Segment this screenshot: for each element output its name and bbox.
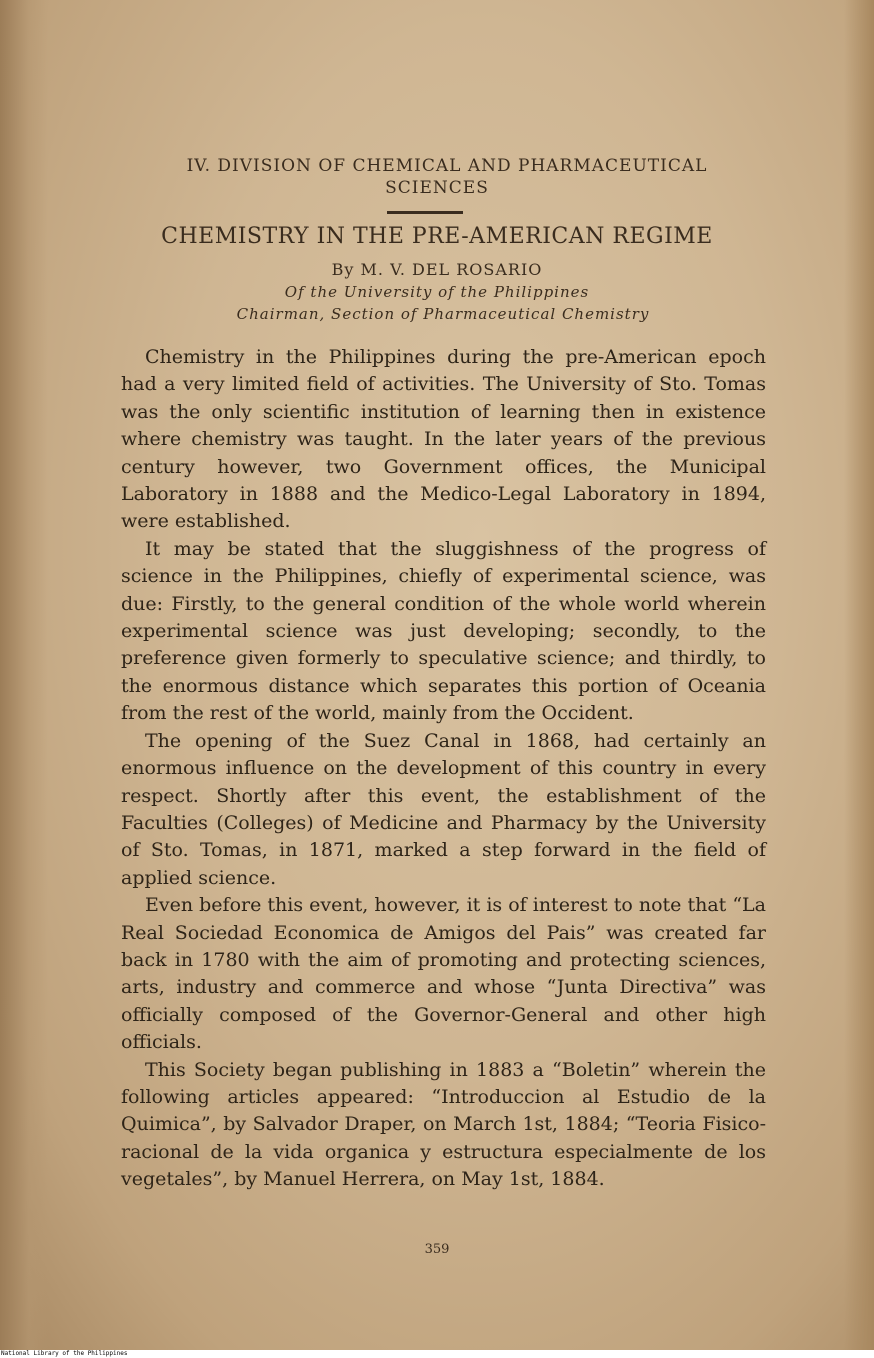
article-body	[121, 344, 766, 1194]
paragraph: This Society began publishing in 1883 a “Boletin” wherein the following articles appeared: “Introduccion al Estudio de la Quimica”, by Salvador Draper, on March 1st, 1884; “Teoria Fisico-racional de la vida organica y estructura especialmente de los vegetales”, by Manuel Herrera, on May 1st, 1884.	[121, 1058, 766, 1191]
author-position: Chairman, Section of Pharmaceutical Chemistry	[236, 305, 650, 323]
author-affiliation: Of the University of the Philippines	[284, 283, 590, 301]
author-byline: By M. V. DEL ROSARIO	[331, 260, 543, 279]
division-heading: IV. DIVISION OF CHEMICAL AND PHARMACEUTICAL	[186, 156, 708, 176]
division-heading-continued: SCIENCES	[385, 178, 489, 198]
paragraph: The opening of the Suez Canal in 1868, had certainly an enormous influence on the development of this country in every respect. Shortly after this event, the establishment of the Faculties (Colleges) of Medicine and Pharmacy by the University of Sto. Tomas, in 1871, marked a step forward in the field of applied science.	[121, 729, 766, 889]
library-credit: National Library of the Philippines	[1, 1350, 128, 1357]
article-title: CHEMISTRY IN THE PRE-AMERICAN REGIME	[161, 224, 713, 249]
paragraph: It may be stated that the sluggishness of the progress of science in the Philippines, chiefly of experimental science, was due: Firstly, to the general condition of the whole world wherein experimental science was just developing; secondly, to the preference given formerly to speculative science; and thirdly, to the enormous distance which separates this portion of Oceania from the rest of the world, mainly from the Occident.	[121, 537, 766, 725]
paragraph: Even before this event, however, it is of interest to note that “La Real Sociedad Economica de Amigos del Pais” was created far back in 1780 with the aim of promoting and protecting sciences, arts, industry and commerce and whose “Junta Directiva” was officially composed of the Governor-General and other high officials.	[121, 894, 766, 1054]
paragraph: Chemistry in the Philippines during the pre-American epoch had a very limited field of activities. The University of Sto. Tomas was the only scientific institution of learning then in existence where chemistry was taught. In the later years of the previous century however, two Government offices, the Municipal Laboratory in 1888 and the Medico-Legal Laboratory in 1894, were established.	[121, 346, 766, 533]
page-number: 359	[424, 1242, 450, 1257]
heading-rule	[387, 211, 463, 214]
